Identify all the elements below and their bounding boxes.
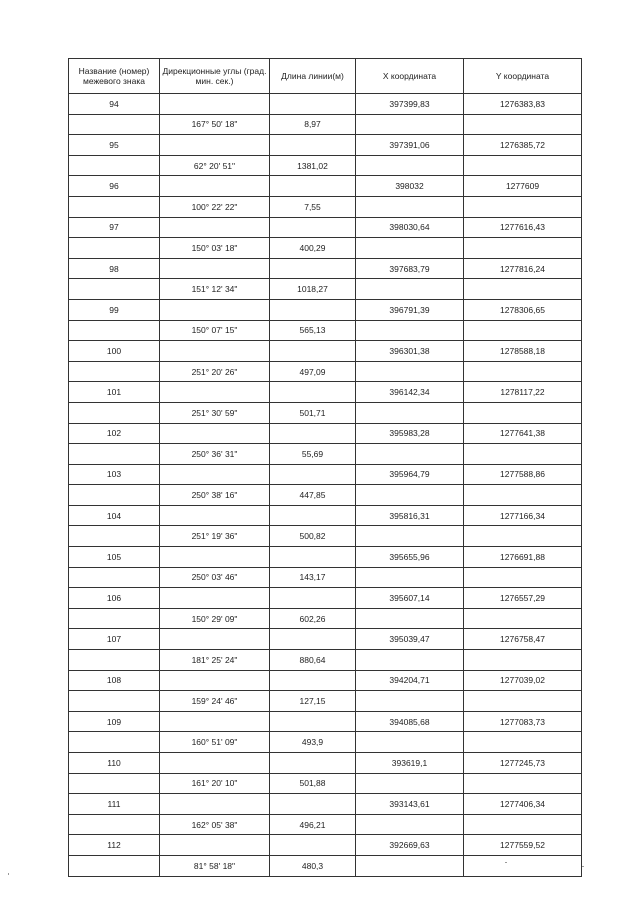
direction-angle-cell bbox=[160, 835, 270, 856]
line-length-cell: 497,09 bbox=[270, 361, 356, 382]
direction-angle-cell bbox=[160, 464, 270, 485]
line-length-cell bbox=[270, 794, 356, 815]
line-length-cell: 602,26 bbox=[270, 608, 356, 629]
x-coordinate-cell: 396791,39 bbox=[356, 299, 464, 320]
x-coordinate-cell bbox=[356, 279, 464, 300]
marker-name-cell: 111 bbox=[69, 794, 160, 815]
line-length-cell bbox=[270, 217, 356, 238]
x-coordinate-cell: 394085,68 bbox=[356, 711, 464, 732]
direction-angle-cell bbox=[160, 505, 270, 526]
y-coordinate-cell: 1276691,88 bbox=[464, 547, 582, 568]
y-coordinate-cell bbox=[464, 320, 582, 341]
table-row bbox=[69, 691, 582, 712]
table-header-row bbox=[69, 59, 582, 94]
table-body bbox=[69, 94, 582, 877]
table-row bbox=[69, 320, 582, 341]
x-coordinate-cell bbox=[356, 567, 464, 588]
x-coordinate-cell: 396142,34 bbox=[356, 382, 464, 403]
marker-name-cell bbox=[69, 320, 160, 341]
header-line-length: Длина линии(м) bbox=[270, 59, 356, 94]
line-length-cell bbox=[270, 135, 356, 156]
marker-name-cell bbox=[69, 444, 160, 465]
table-row bbox=[69, 794, 582, 815]
x-coordinate-cell: 392669,63 bbox=[356, 835, 464, 856]
marker-name-cell bbox=[69, 238, 160, 259]
x-coordinate-cell: 393619,1 bbox=[356, 753, 464, 774]
y-coordinate-cell bbox=[464, 402, 582, 423]
table-row bbox=[69, 814, 582, 835]
y-coordinate-cell: 1277039,02 bbox=[464, 670, 582, 691]
direction-angle-cell: 100° 22' 22" bbox=[160, 196, 270, 217]
table-row bbox=[69, 732, 582, 753]
line-length-cell bbox=[270, 176, 356, 197]
direction-angle-cell: 150° 29' 09" bbox=[160, 608, 270, 629]
direction-angle-cell bbox=[160, 547, 270, 568]
direction-angle-cell bbox=[160, 299, 270, 320]
x-coordinate-cell: 398030,64 bbox=[356, 217, 464, 238]
x-coordinate-cell: 396301,38 bbox=[356, 341, 464, 362]
y-coordinate-cell bbox=[464, 814, 582, 835]
x-coordinate-cell bbox=[356, 608, 464, 629]
line-length-cell: 1381,02 bbox=[270, 155, 356, 176]
table-row bbox=[69, 650, 582, 671]
x-coordinate-cell bbox=[356, 855, 464, 876]
x-coordinate-cell: 395607,14 bbox=[356, 588, 464, 609]
table-row bbox=[69, 361, 582, 382]
x-coordinate-cell bbox=[356, 238, 464, 259]
y-coordinate-cell bbox=[464, 567, 582, 588]
direction-angle-cell: 159° 24' 46" bbox=[160, 691, 270, 712]
table-row bbox=[69, 444, 582, 465]
table-row bbox=[69, 773, 582, 794]
y-coordinate-cell bbox=[464, 485, 582, 506]
scan-speck bbox=[505, 862, 507, 863]
y-coordinate-cell bbox=[464, 361, 582, 382]
y-coordinate-cell: 1277166,34 bbox=[464, 505, 582, 526]
direction-angle-cell: 161° 20' 10" bbox=[160, 773, 270, 794]
y-coordinate-cell bbox=[464, 773, 582, 794]
y-coordinate-cell bbox=[464, 155, 582, 176]
marker-name-cell bbox=[69, 485, 160, 506]
x-coordinate-cell bbox=[356, 526, 464, 547]
marker-name-cell bbox=[69, 567, 160, 588]
marker-name-cell: 108 bbox=[69, 670, 160, 691]
y-coordinate-cell bbox=[464, 691, 582, 712]
y-coordinate-cell bbox=[464, 279, 582, 300]
table-row bbox=[69, 526, 582, 547]
marker-name-cell: 110 bbox=[69, 753, 160, 774]
x-coordinate-cell bbox=[356, 155, 464, 176]
table-row bbox=[69, 753, 582, 774]
marker-name-cell: 95 bbox=[69, 135, 160, 156]
line-length-cell bbox=[270, 258, 356, 279]
x-coordinate-cell: 395655,96 bbox=[356, 547, 464, 568]
marker-name-cell: 107 bbox=[69, 629, 160, 650]
marker-name-cell: 112 bbox=[69, 835, 160, 856]
marker-name-cell: 101 bbox=[69, 382, 160, 403]
table-row bbox=[69, 485, 582, 506]
y-coordinate-cell: 1277559,52 bbox=[464, 835, 582, 856]
table-row bbox=[69, 155, 582, 176]
line-length-cell bbox=[270, 753, 356, 774]
marker-name-cell: 109 bbox=[69, 711, 160, 732]
marker-name-cell: 96 bbox=[69, 176, 160, 197]
y-coordinate-cell bbox=[464, 114, 582, 135]
marker-name-cell bbox=[69, 279, 160, 300]
x-coordinate-cell: 393143,61 bbox=[356, 794, 464, 815]
line-length-cell: 501,88 bbox=[270, 773, 356, 794]
y-coordinate-cell: 1277616,43 bbox=[464, 217, 582, 238]
marker-name-cell bbox=[69, 608, 160, 629]
direction-angle-cell bbox=[160, 629, 270, 650]
line-length-cell: 127,15 bbox=[270, 691, 356, 712]
table-row bbox=[69, 94, 582, 115]
x-coordinate-cell bbox=[356, 402, 464, 423]
x-coordinate-cell bbox=[356, 650, 464, 671]
marker-name-cell bbox=[69, 814, 160, 835]
line-length-cell: 447,85 bbox=[270, 485, 356, 506]
x-coordinate-cell bbox=[356, 732, 464, 753]
line-length-cell: 1018,27 bbox=[270, 279, 356, 300]
x-coordinate-cell bbox=[356, 691, 464, 712]
direction-angle-cell: 160° 51' 09" bbox=[160, 732, 270, 753]
marker-name-cell: 102 bbox=[69, 423, 160, 444]
table-row bbox=[69, 629, 582, 650]
line-length-cell: 7,55 bbox=[270, 196, 356, 217]
marker-name-cell bbox=[69, 691, 160, 712]
table-row bbox=[69, 588, 582, 609]
marker-name-cell bbox=[69, 855, 160, 876]
y-coordinate-cell: 1278117,22 bbox=[464, 382, 582, 403]
x-coordinate-cell: 394204,71 bbox=[356, 670, 464, 691]
marker-name-cell: 97 bbox=[69, 217, 160, 238]
direction-angle-cell: 151° 12' 34" bbox=[160, 279, 270, 300]
scan-speck bbox=[8, 873, 9, 875]
y-coordinate-cell: 1276383,83 bbox=[464, 94, 582, 115]
line-length-cell: 480,3 bbox=[270, 855, 356, 876]
line-length-cell: 496,21 bbox=[270, 814, 356, 835]
table-row bbox=[69, 238, 582, 259]
direction-angle-cell bbox=[160, 753, 270, 774]
y-coordinate-cell: 1276758,47 bbox=[464, 629, 582, 650]
y-coordinate-cell bbox=[464, 855, 582, 876]
table-row bbox=[69, 402, 582, 423]
direction-angle-cell bbox=[160, 382, 270, 403]
x-coordinate-cell bbox=[356, 444, 464, 465]
x-coordinate-cell: 397683,79 bbox=[356, 258, 464, 279]
direction-angle-cell bbox=[160, 423, 270, 444]
marker-name-cell: 105 bbox=[69, 547, 160, 568]
line-length-cell bbox=[270, 835, 356, 856]
y-coordinate-cell bbox=[464, 526, 582, 547]
direction-angle-cell: 150° 07' 15" bbox=[160, 320, 270, 341]
x-coordinate-cell bbox=[356, 114, 464, 135]
line-length-cell bbox=[270, 547, 356, 568]
direction-angle-cell bbox=[160, 217, 270, 238]
y-coordinate-cell bbox=[464, 732, 582, 753]
direction-angle-cell bbox=[160, 711, 270, 732]
direction-angle-cell: 162° 05' 38" bbox=[160, 814, 270, 835]
marker-name-cell bbox=[69, 732, 160, 753]
line-length-cell bbox=[270, 505, 356, 526]
line-length-cell: 880,64 bbox=[270, 650, 356, 671]
x-coordinate-cell bbox=[356, 196, 464, 217]
line-length-cell bbox=[270, 423, 356, 444]
header-direction-angle: Дирекционные углы (град. мин. сек.) bbox=[160, 59, 270, 94]
table-row bbox=[69, 258, 582, 279]
y-coordinate-cell: 1277245,73 bbox=[464, 753, 582, 774]
line-length-cell: 400,29 bbox=[270, 238, 356, 259]
line-length-cell bbox=[270, 629, 356, 650]
marker-name-cell bbox=[69, 114, 160, 135]
table-row bbox=[69, 382, 582, 403]
x-coordinate-cell bbox=[356, 485, 464, 506]
direction-angle-cell bbox=[160, 588, 270, 609]
line-length-cell bbox=[270, 588, 356, 609]
direction-angle-cell: 181° 25' 24" bbox=[160, 650, 270, 671]
table-row bbox=[69, 608, 582, 629]
marker-name-cell: 98 bbox=[69, 258, 160, 279]
table-row bbox=[69, 464, 582, 485]
line-length-cell: 565,13 bbox=[270, 320, 356, 341]
line-length-cell bbox=[270, 464, 356, 485]
boundary-coordinates-table bbox=[68, 58, 582, 877]
marker-name-cell bbox=[69, 650, 160, 671]
marker-name-cell bbox=[69, 155, 160, 176]
y-coordinate-cell: 1277083,73 bbox=[464, 711, 582, 732]
line-length-cell: 500,82 bbox=[270, 526, 356, 547]
table-row bbox=[69, 567, 582, 588]
header-y-coordinate: Y координата bbox=[464, 59, 582, 94]
marker-name-cell bbox=[69, 361, 160, 382]
direction-angle-cell bbox=[160, 794, 270, 815]
x-coordinate-cell bbox=[356, 773, 464, 794]
marker-name-cell bbox=[69, 402, 160, 423]
direction-angle-cell: 62° 20' 51" bbox=[160, 155, 270, 176]
direction-angle-cell: 250° 36' 31" bbox=[160, 444, 270, 465]
x-coordinate-cell: 395816,31 bbox=[356, 505, 464, 526]
x-coordinate-cell: 395983,28 bbox=[356, 423, 464, 444]
table-row bbox=[69, 423, 582, 444]
x-coordinate-cell bbox=[356, 320, 464, 341]
y-coordinate-cell: 1277588,86 bbox=[464, 464, 582, 485]
table-row bbox=[69, 176, 582, 197]
x-coordinate-cell: 398032 bbox=[356, 176, 464, 197]
direction-angle-cell: 81° 58' 18" bbox=[160, 855, 270, 876]
table-row bbox=[69, 855, 582, 876]
marker-name-cell: 94 bbox=[69, 94, 160, 115]
x-coordinate-cell: 397391,06 bbox=[356, 135, 464, 156]
direction-angle-cell bbox=[160, 341, 270, 362]
marker-name-cell: 99 bbox=[69, 299, 160, 320]
line-length-cell bbox=[270, 670, 356, 691]
header-marker-name: Название (номер) межевого знака bbox=[69, 59, 160, 94]
y-coordinate-cell: 1276557,29 bbox=[464, 588, 582, 609]
y-coordinate-cell bbox=[464, 608, 582, 629]
marker-name-cell: 100 bbox=[69, 341, 160, 362]
table-row bbox=[69, 114, 582, 135]
x-coordinate-cell: 397399,83 bbox=[356, 94, 464, 115]
direction-angle-cell bbox=[160, 258, 270, 279]
y-coordinate-cell bbox=[464, 650, 582, 671]
line-length-cell: 493,9 bbox=[270, 732, 356, 753]
line-length-cell: 501,71 bbox=[270, 402, 356, 423]
y-coordinate-cell: 1277816,24 bbox=[464, 258, 582, 279]
x-coordinate-cell: 395964,79 bbox=[356, 464, 464, 485]
direction-angle-cell: 251° 30' 59" bbox=[160, 402, 270, 423]
direction-angle-cell: 167° 50' 18" bbox=[160, 114, 270, 135]
direction-angle-cell bbox=[160, 94, 270, 115]
direction-angle-cell: 250° 03' 46" bbox=[160, 567, 270, 588]
line-length-cell bbox=[270, 711, 356, 732]
x-coordinate-cell bbox=[356, 814, 464, 835]
marker-name-cell: 106 bbox=[69, 588, 160, 609]
line-length-cell bbox=[270, 341, 356, 362]
direction-angle-cell: 250° 38' 16" bbox=[160, 485, 270, 506]
y-coordinate-cell: 1278588,18 bbox=[464, 341, 582, 362]
y-coordinate-cell: 1278306,65 bbox=[464, 299, 582, 320]
scan-speck bbox=[582, 866, 584, 867]
table-row bbox=[69, 135, 582, 156]
x-coordinate-cell: 395039,47 bbox=[356, 629, 464, 650]
table-row bbox=[69, 341, 582, 362]
line-length-cell: 55,69 bbox=[270, 444, 356, 465]
table-row bbox=[69, 196, 582, 217]
table-row bbox=[69, 279, 582, 300]
header-x-coordinate: X координата bbox=[356, 59, 464, 94]
table-row bbox=[69, 711, 582, 732]
line-length-cell: 143,17 bbox=[270, 567, 356, 588]
table-row bbox=[69, 835, 582, 856]
direction-angle-cell: 251° 19' 36" bbox=[160, 526, 270, 547]
y-coordinate-cell: 1277641,38 bbox=[464, 423, 582, 444]
table-row bbox=[69, 547, 582, 568]
direction-angle-cell bbox=[160, 670, 270, 691]
line-length-cell bbox=[270, 299, 356, 320]
table-row bbox=[69, 505, 582, 526]
y-coordinate-cell: 1277609 bbox=[464, 176, 582, 197]
table-row bbox=[69, 217, 582, 238]
x-coordinate-cell bbox=[356, 361, 464, 382]
direction-angle-cell: 251° 20' 26" bbox=[160, 361, 270, 382]
direction-angle-cell: 150° 03' 18" bbox=[160, 238, 270, 259]
marker-name-cell bbox=[69, 196, 160, 217]
table-row bbox=[69, 670, 582, 691]
line-length-cell: 8,97 bbox=[270, 114, 356, 135]
direction-angle-cell bbox=[160, 176, 270, 197]
table-row bbox=[69, 299, 582, 320]
y-coordinate-cell: 1277406,34 bbox=[464, 794, 582, 815]
y-coordinate-cell bbox=[464, 196, 582, 217]
direction-angle-cell bbox=[160, 135, 270, 156]
line-length-cell bbox=[270, 382, 356, 403]
y-coordinate-cell: 1276385,72 bbox=[464, 135, 582, 156]
marker-name-cell bbox=[69, 773, 160, 794]
y-coordinate-cell bbox=[464, 444, 582, 465]
marker-name-cell bbox=[69, 526, 160, 547]
line-length-cell bbox=[270, 94, 356, 115]
y-coordinate-cell bbox=[464, 238, 582, 259]
marker-name-cell: 104 bbox=[69, 505, 160, 526]
marker-name-cell: 103 bbox=[69, 464, 160, 485]
